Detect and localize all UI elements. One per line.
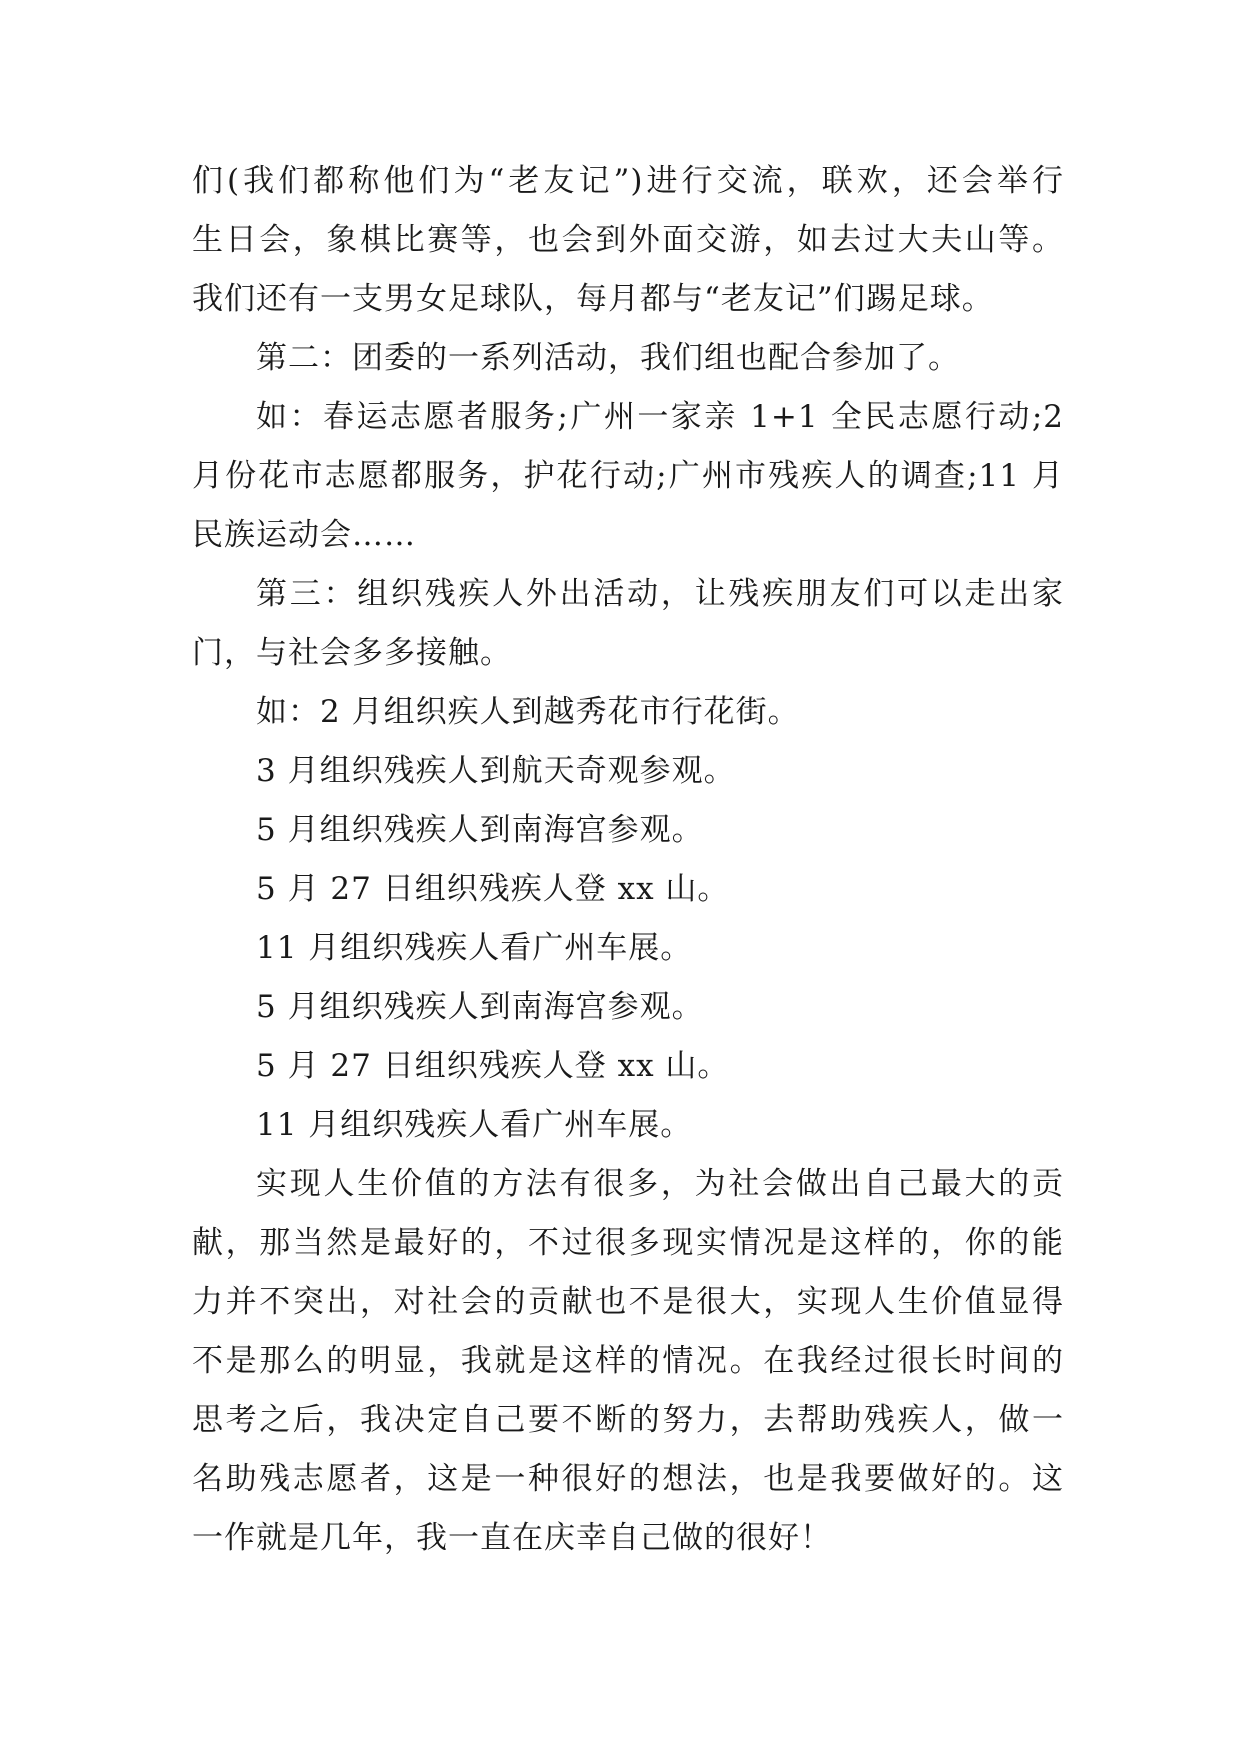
activity-item: 11 月组织残疾人看广州车展。 bbox=[256, 930, 693, 966]
text-line: 们(我们都称他们为“老友记”)进行交流，联欢，还会举行 bbox=[192, 163, 1064, 199]
text-line: 实现人生价值的方法有很多，为社会做出自己最大的贡 bbox=[256, 1166, 1064, 1202]
activity-item: 5 月组织残疾人到南海宫参观。 bbox=[256, 989, 704, 1025]
text-line: 月份花市志愿都服务，护花行动;广州市残疾人的调查;11 月 bbox=[192, 458, 1064, 494]
text-line: 生日会，象棋比赛等，也会到外面交游，如去过大夫山等。 bbox=[192, 222, 1064, 258]
text-line: 名助残志愿者，这是一种很好的想法，也是我要做好的。这 bbox=[192, 1461, 1064, 1497]
activity-item: 5 月 27 日组织残疾人登 xx 山。 bbox=[256, 1048, 730, 1084]
document-body bbox=[192, 152, 1064, 1568]
text-line: 思考之后，我决定自己要不断的努力，去帮助残疾人，做一 bbox=[192, 1402, 1064, 1438]
activity-item: 11 月组织残疾人看广州车展。 bbox=[256, 1107, 693, 1143]
activity-item: 5 月组织残疾人到南海宫参观。 bbox=[256, 812, 704, 848]
text-line: 不是那么的明显，我就是这样的情况。在我经过很长时间的 bbox=[192, 1343, 1064, 1379]
activity-item: 如：2 月组织疾人到越秀花市行花街。 bbox=[256, 694, 800, 730]
text-line: 一作就是几年，我一直在庆幸自己做的很好！ bbox=[192, 1520, 832, 1556]
text-line: 如：春运志愿者服务;广州一家亲 1+1 全民志愿行动;2 bbox=[256, 399, 1064, 435]
text-line: 第二：团委的一系列活动，我们组也配合参加了。 bbox=[256, 340, 960, 376]
text-line: 献，那当然是最好的，不过很多现实情况是这样的，你的能 bbox=[192, 1225, 1064, 1261]
activity-item: 3 月组织残疾人到航天奇观参观。 bbox=[256, 753, 736, 789]
text-line: 门，与社会多多接触。 bbox=[192, 635, 512, 671]
activity-item: 5 月 27 日组织残疾人登 xx 山。 bbox=[256, 871, 730, 907]
text-line: 第三：组织残疾人外出活动，让残疾朋友们可以走出家 bbox=[256, 576, 1064, 612]
text-line: 民族运动会…… bbox=[192, 517, 416, 553]
text-line: 我们还有一支男女足球队，每月都与“老友记”们踢足球。 bbox=[192, 281, 994, 317]
text-line: 力并不突出，对社会的贡献也不是很大，实现人生价值显得 bbox=[192, 1284, 1064, 1320]
